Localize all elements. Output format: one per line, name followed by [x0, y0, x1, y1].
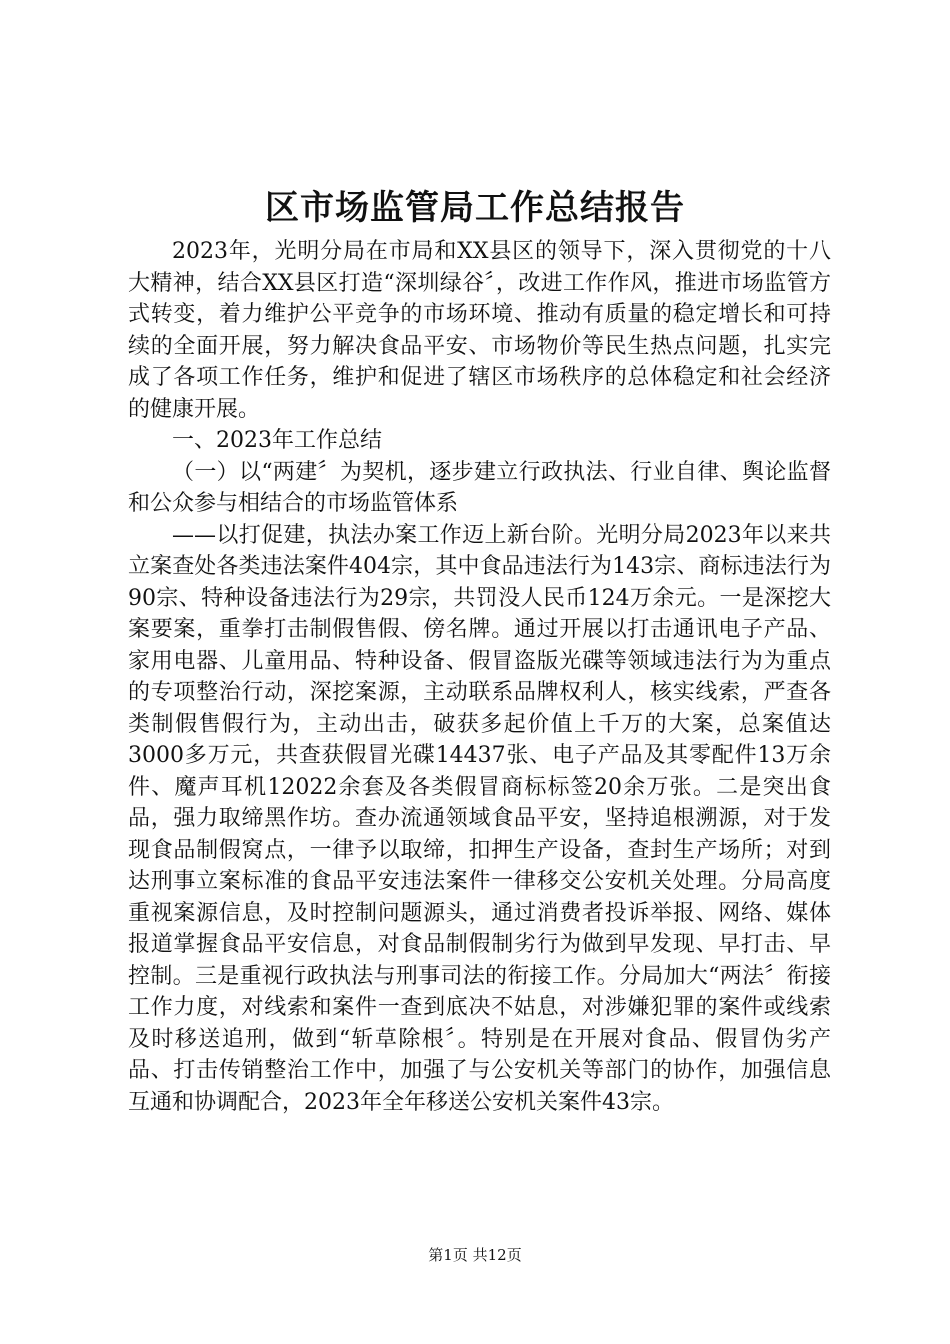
- section-heading: 一、2023年工作总结: [172, 428, 382, 453]
- subsection-heading: （一）以“两建〞为契机，逐步建立行政执法、行业自律、舆论监督和公众参与相结合的市场监管体系: [128, 459, 831, 516]
- document-title: 区市场监管局工作总结报告: [265, 188, 685, 228]
- page-total: 共12页: [472, 1246, 522, 1264]
- paragraph-enforcement: ——以打促建，执法办案工作迈上新台阶。光明分局2023年以来共立案查处各类违法案件404宗，其中食品违法行为143宗、商标违法行为90宗、特种设备违法行为29宗，共罚没人民币124万余元。一是深挖大案要案，重拳打击制假售假、傍名牌。通过开展以打击通讯电子产品、家用电器、儿童用品、特种设备、假冒盗版光碟等领域违法行为为重点的专项整治行动，深挖案源，主动联系品牌权利人，核实线索，严查各类制假售假行为，主动出击，破获多起价值上千万的大案，总案值达3000多万元，共查获假冒光碟14437张、电子产品及其零配件13万余件、魔声耳机12022余套及各类假冒商标标签20余万张。二是突出食品，强力取缔黑作坊。查办流通领域食品平安，坚持追根溯源，对于发现食品制假窝点，一律予以取缔，扣押生产设备，查封生产场所；对到达刑事立案标准的食品平安违法案件一律移交公安机关处理。分局高度重视案源信息，及时控制问题源头，通过消费者投诉举报、网络、媒体报道掌握食品平安信息，对食品制假制劣行为做到早发现、早打击、早控制。三是重视行政执法与刑事司法的衔接工作。分局加大“两法〞衔接工作力度，对线索和案件一查到底决不姑息，对涉嫌犯罪的案件或线索及时移送追刑，做到“斩草除根〞。特别是在开展对食品、假冒伪劣产品、打击传销整治工作中，加强了与公安机关等部门的协作，加强信息互通和协调配合，2023年全年移送公安机关案件43宗。: [128, 522, 831, 1115]
- document-body: [128, 236, 831, 1118]
- page-number: 第1页: [428, 1246, 468, 1264]
- paragraph-intro: 2023年，光明分局在市局和XX县区的领导下，深入贯彻党的十八大精神，结合XX县区打造“深圳绿谷〞，改进工作作风，推进市场监管方式转变，着力维护公平竞争的市场环境、推动有质量的稳定增长和可持续的全面开展，努力解决食品平安、市场物价等民生热点问题，扎实完成了各项工作任务，维护和促进了辖区市场秩序的总体稳定和社会经济的健康开展。: [128, 239, 831, 422]
- page-footer: [0, 1245, 950, 1265]
